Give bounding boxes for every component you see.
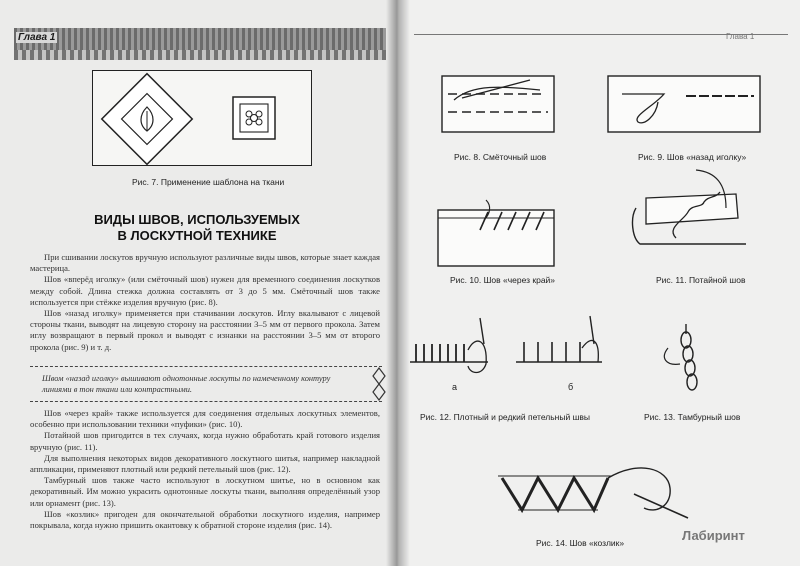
note-box <box>30 366 382 402</box>
figure-12-caption: Рис. 12. Плотный и редкий петельный швы <box>420 412 591 422</box>
figure-12-blanket-stitch <box>404 314 614 394</box>
chapter-label: Глава 1 <box>18 32 56 43</box>
body-text-block-2 <box>30 408 380 531</box>
paragraph: Для выполнения некоторых видов декоративного лоскутного шитья, например накладной аппликации, применяют плотный или редкий петельный шов (рис. 12). <box>30 452 380 475</box>
figure-7-caption: Рис. 7. Применение шаблона на ткани <box>132 177 285 187</box>
figure-8-caption: Рис. 8. Смёточный шов <box>454 152 547 162</box>
body-text-block-1 <box>30 252 380 353</box>
paragraph: Тамбурный шов также часто используют в лоскутном шитье, но в основном как декоративный. Им можно украсить однотонные лоскуты ткани, выполняя определённый узор или орнамент (рис. 13). <box>30 475 380 508</box>
figure-9-backstitch <box>608 72 768 142</box>
left-page <box>0 0 398 566</box>
label-a: а <box>452 382 458 392</box>
figure-10-overcast-stitch <box>438 196 568 266</box>
figure-11-blind-stitch <box>626 168 746 258</box>
watermark-logo: Лабиринт <box>682 528 745 543</box>
section-title-line-1: ВИДЫ ШВОВ, ИСПОЛЬЗУЕМЫХ <box>94 212 300 227</box>
figure-8-basting-stitch <box>442 72 562 142</box>
figure-7-template-fabric <box>92 70 312 166</box>
figure-13-chain-stitch <box>656 322 716 402</box>
figure-7-illustration <box>93 71 313 167</box>
figure-14-herringbone-stitch <box>488 448 698 528</box>
figure-14-caption: Рис. 14. Шов «козлик» <box>536 538 625 548</box>
header-decoration <box>14 28 386 50</box>
header-ornament <box>14 50 386 60</box>
figure-10-caption: Рис. 10. Шов «через край» <box>450 275 556 285</box>
note-text: Швом «назад иголку» вышивают однотонные лоскуты по намеченному контуру линиями в тон ткани или контрастными. <box>42 374 331 394</box>
paragraph: Шов «козлик» пригоден для окончательной обработки лоскутного изделия, например покрывала, когда нужно пришить окантовку к обратной стороне изделия (рис. 14). <box>30 508 380 531</box>
section-title-line-2: В ЛОСКУТНОЙ ТЕХНИКЕ <box>117 228 277 243</box>
label-b: б <box>568 382 574 392</box>
paragraph: При сшивании лоскутов вручную используют различные виды швов, которые знает каждая мастерица. <box>30 252 380 274</box>
figure-11-caption: Рис. 11. Потайной шов <box>656 275 746 285</box>
paragraph: Шов «вперёд иголку» (или смёточный шов) нужен для временного соединения лоскутков между собой. Длина стежка должна составлять от 3 до 5 мм. Смёточный шов также используется при стёжке изделия вручную (рис. 8). <box>30 274 380 307</box>
paragraph: Шов «через край» также используется для соединения отдельных лоскутных элементов, особенно при использовании техники «пуфики» (рис. 10). <box>30 408 380 430</box>
figure-13-caption: Рис. 13. Тамбурный шов <box>644 412 741 422</box>
paragraph: Шов «назад иголку» применяется при стачивании лоскутов. Иглу вкалывают с лицевой стороны ткани, выводят на лицевую сторону на расстоянии 3–5 мм от первого прокола. Затем иглу возвращают в первый прокол и выводят с изнанки на расстоянии 3–5 мм от второго прокола (рис. 9) и т. д. <box>30 308 380 352</box>
right-chapter-label: Глава 1 <box>726 32 755 41</box>
section-title <box>72 212 322 244</box>
book-gutter <box>386 0 410 566</box>
paragraph: Потайной шов пригодится в тех случаях, когда нужно обработать край готового изделия вручную (рис. 11). <box>30 430 380 452</box>
figure-9-caption: Рис. 9. Шов «назад иголку» <box>638 152 747 162</box>
